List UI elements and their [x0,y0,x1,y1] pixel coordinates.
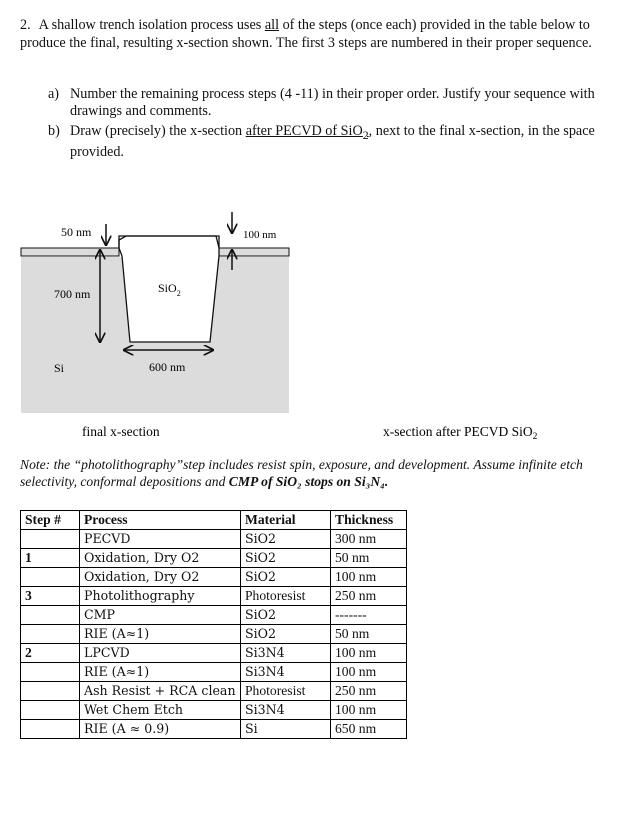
table-row [21,663,407,682]
material-cell: Photoresist [241,682,331,701]
intro-pre: A shallow trench isolation process uses [38,17,265,33]
assumption-note [20,456,620,490]
step-cell: 2 [21,644,80,663]
part-b-pre: Draw (precisely) the x-section [70,123,246,139]
caption-after-pecvd-sub: 2 [532,432,538,442]
step-cell [21,568,80,587]
material-cell: SiO2 [241,606,331,625]
thickness-cell: 100 nm [331,663,407,682]
thickness-cell: ------- [331,606,407,625]
header-material: Material [241,511,331,530]
process-cell: CMP [80,606,241,625]
process-cell: RIE (A≈1) [80,663,241,682]
part-a-text: Number the remaining process steps (4 -11) in their proper order. Justify your sequence with drawings and comments. [70,86,595,119]
caption-after-pecvd [383,424,538,442]
thickness-cell: 50 nm [331,549,407,568]
process-cell: Photolithography [80,587,241,606]
caption-final: final x-section [82,424,160,439]
material-cell: SiO2 [241,530,331,549]
thickness-cell: 250 nm [331,682,407,701]
part-a [48,86,620,120]
table-row [21,682,407,701]
process-cell: RIE (A≈1) [80,625,241,644]
table-row [21,549,407,568]
nitride-right [219,248,289,256]
step-cell [21,720,80,739]
step-cell [21,530,80,549]
substrate-label: Si [54,361,65,375]
material-cell: SiO2 [241,568,331,587]
material-cell: SiO2 [241,625,331,644]
intro-post: of the steps (once each) provided in the table below to produce the final, resulting x-section shown. The first 3 steps are numbered in their proper sequence. [20,17,592,51]
process-cell: LPCVD [80,644,241,663]
question-intro [20,16,620,52]
process-cell: Oxidation, Dry O2 [80,549,241,568]
header-thickness: Thickness [331,511,407,530]
table-row [21,720,407,739]
thickness-cell: 50 nm [331,625,407,644]
step-cell: 3 [21,587,80,606]
intro-underline: all [264,17,280,33]
thickness-cell: 100 nm [331,568,407,587]
thickness-cell: 100 nm [331,644,407,663]
table-row [21,625,407,644]
process-cell: Wet Chem Etch [80,701,241,720]
table-row [21,568,407,587]
part-b [48,123,620,161]
thickness-cell: 250 nm [331,587,407,606]
header-process: Process [80,511,241,530]
oxide-label-text: SiO [158,281,177,295]
step-cell [21,606,80,625]
question-number: 2. [20,17,31,33]
process-cell: Oxidation, Dry O2 [80,568,241,587]
table-header-row [21,511,407,530]
table-row [21,606,407,625]
width-label: 600 nm [149,360,186,374]
nitride-thickness-label: 100 nm [243,229,277,241]
process-steps-table [20,510,407,739]
note-bold: CMP of SiO₂ stops on Si₃N₄. [228,474,389,489]
part-b-underline-text: after PECVD of SiO [245,123,363,139]
table-body [21,530,407,739]
note-text: Note: the “photolithography”step includes resist spin, exposure, and development. Assume infinite etch selectivity, conformal depositions and [20,457,583,489]
nitride-left [21,248,119,256]
header-step: Step # [21,511,80,530]
table-row [21,644,407,663]
cross-section-figure [0,200,633,445]
table-row [21,701,407,720]
material-cell: Photoresist [241,587,331,606]
part-b-label: b) [48,123,60,139]
process-cell: RIE (A ≈ 0.9) [80,720,241,739]
thickness-cell: 650 nm [331,720,407,739]
step-cell [21,701,80,720]
part-b-text [70,123,620,161]
step-cell: 1 [21,549,80,568]
process-cell: PECVD [80,530,241,549]
question-parts [48,86,620,164]
step-cell [21,625,80,644]
material-cell: Si3N4 [241,663,331,682]
part-a-label: a) [48,86,60,102]
thickness-cell: 300 nm [331,530,407,549]
part-b-underline [245,123,369,142]
top-thickness-label: 50 nm [61,225,92,239]
thickness-cell: 100 nm [331,701,407,720]
process-cell: Ash Resist + RCA clean [80,682,241,701]
step-cell [21,663,80,682]
depth-label: 700 nm [54,287,91,301]
caption-after-pecvd-text: x-section after PECVD SiO [383,424,533,439]
material-cell: Si3N4 [241,701,331,720]
oxide-label-sub: 2 [176,289,181,298]
table-row [21,587,407,606]
material-cell: Si3N4 [241,644,331,663]
part-b-sub: 2 [362,127,369,142]
material-cell: SiO2 [241,549,331,568]
part-b-post: , next to the final x-section, in the space provided. [70,123,595,160]
step-cell [21,682,80,701]
table-row [21,530,407,549]
material-cell: Si [241,720,331,739]
